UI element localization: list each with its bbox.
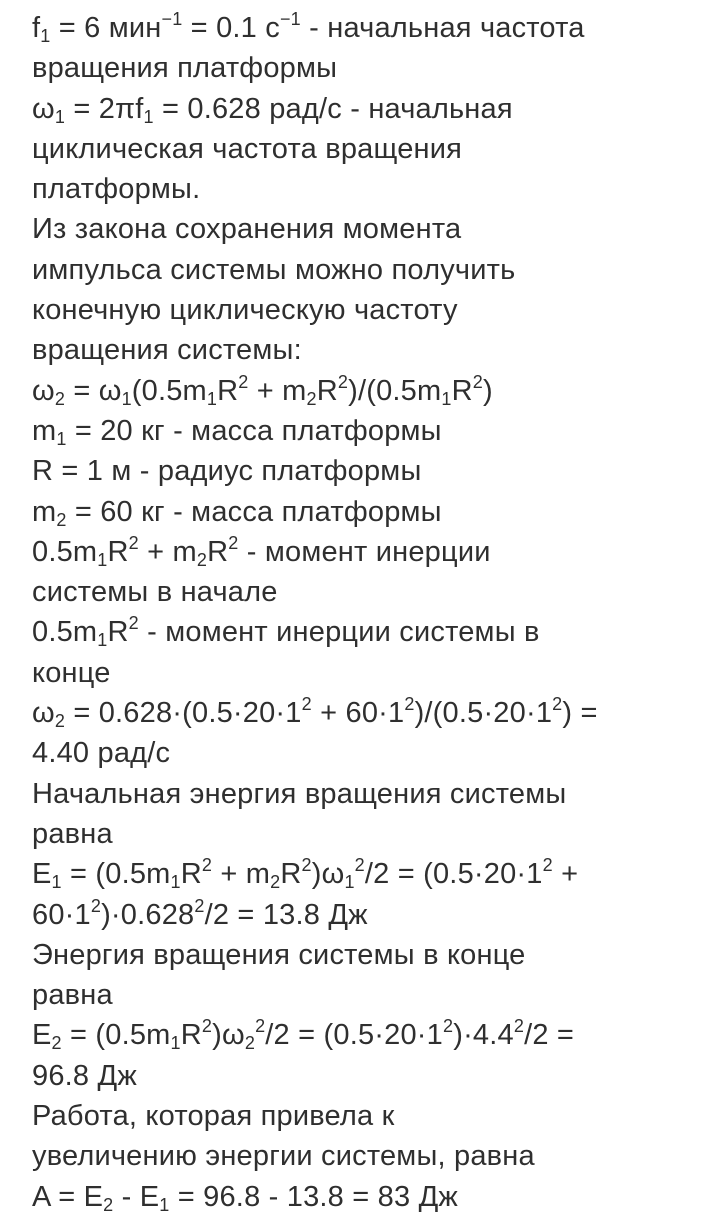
subscript: 1 xyxy=(159,1194,170,1215)
text-segment: R xyxy=(280,858,302,891)
text-segment: = 96.8 - 13.8 = 83 Дж xyxy=(169,1180,459,1213)
text-segment: /2 = (0.5·20·1 xyxy=(364,858,543,891)
text-line xyxy=(32,250,712,290)
superscript: 2 xyxy=(201,855,213,876)
text-segment: E xyxy=(32,858,52,891)
superscript: 2 xyxy=(194,895,205,916)
subscript: 1 xyxy=(56,428,67,449)
text-line xyxy=(32,693,712,733)
subscript: 1 xyxy=(97,630,108,651)
text-segment: R xyxy=(207,535,229,568)
subscript: 1 xyxy=(441,388,452,409)
text-segment: циклическая частота вращения xyxy=(32,132,463,165)
text-line xyxy=(32,814,712,854)
text-segment: /2 = xyxy=(524,1019,575,1052)
text-segment: = 0.628·(0.5·20·1 xyxy=(65,697,302,730)
superscript: 2 xyxy=(128,613,139,634)
text-segment: ) = xyxy=(562,697,598,730)
text-segment: Начальная энергия вращения системы xyxy=(32,777,567,810)
subscript: 2 xyxy=(244,1033,256,1054)
superscript: 2 xyxy=(354,855,365,876)
superscript: 2 xyxy=(513,1016,525,1037)
text-line xyxy=(32,8,712,48)
text-line xyxy=(32,330,712,370)
text-segment: R xyxy=(107,535,129,568)
text-segment: 60·1 xyxy=(32,898,91,931)
text-line xyxy=(32,129,712,169)
text-segment: /2 = (0.5·20·1 xyxy=(265,1019,443,1052)
text-segment: = 2πf xyxy=(65,92,144,125)
superscript: 2 xyxy=(472,371,483,392)
subscript: 1 xyxy=(54,106,66,127)
superscript: −1 xyxy=(161,9,183,29)
text-line xyxy=(32,653,712,693)
text-segment: Работа, которая привела к xyxy=(32,1100,395,1133)
text-segment: = 0.628 рад/с - начальная xyxy=(153,92,513,125)
text-line xyxy=(32,612,712,652)
text-line xyxy=(32,975,712,1015)
text-segment: )ω xyxy=(311,858,345,891)
text-segment: R xyxy=(107,616,129,649)
text-segment: m xyxy=(32,495,57,528)
text-segment: )·4.4 xyxy=(453,1019,514,1052)
text-segment: + xyxy=(552,858,579,891)
subscript: 1 xyxy=(121,388,132,409)
text-line xyxy=(32,89,712,129)
text-segment: ω xyxy=(32,697,55,730)
text-segment: - начальная частота xyxy=(300,12,585,44)
superscript: 2 xyxy=(201,1016,213,1037)
superscript: 2 xyxy=(404,694,415,715)
text-segment: (0.5m xyxy=(131,374,207,407)
text-segment: 96.8 Дж xyxy=(32,1059,137,1092)
text-segment: системы в начале xyxy=(32,576,278,609)
text-segment: + 60·1 xyxy=(311,697,405,730)
text-segment: + m xyxy=(248,374,307,407)
text-segment: импульса системы можно получить xyxy=(32,253,516,286)
text-segment: - момент инерции системы в xyxy=(138,616,540,649)
text-segment: 4.40 рад/с xyxy=(32,737,171,770)
text-line xyxy=(32,572,712,612)
subscript: 1 xyxy=(97,549,108,570)
subscript: 1 xyxy=(40,26,51,46)
text-segment: + m xyxy=(212,858,271,891)
text-segment: )·0.628 xyxy=(101,898,195,931)
text-segment: E xyxy=(32,1019,52,1052)
superscript: 2 xyxy=(542,855,553,876)
superscript: 2 xyxy=(337,371,349,392)
text-line xyxy=(32,169,712,209)
superscript: 2 xyxy=(552,694,563,715)
text-line xyxy=(32,774,712,814)
subscript: 1 xyxy=(170,1033,181,1054)
text-segment: = ω xyxy=(65,374,122,407)
text-segment: вращения системы: xyxy=(32,334,302,367)
text-segment: ω xyxy=(32,374,55,407)
superscript: −1 xyxy=(279,9,301,29)
text-line xyxy=(32,1015,712,1055)
text-segment: R = 1 м - радиус платформы xyxy=(32,455,422,488)
text-segment: = (0.5m xyxy=(61,858,171,891)
text-line xyxy=(32,1056,712,1096)
superscript: 2 xyxy=(301,855,312,876)
text-segment: платформы. xyxy=(32,173,201,206)
superscript: 2 xyxy=(228,532,239,553)
text-segment: ) xyxy=(482,374,493,407)
text-line xyxy=(32,209,712,249)
subscript: 2 xyxy=(270,872,281,893)
text-segment: Энергия вращения системы в конце xyxy=(32,938,526,971)
text-segment: )/(0.5·20·1 xyxy=(414,697,553,730)
text-segment: f xyxy=(32,12,41,44)
subscript: 1 xyxy=(143,106,154,127)
text-line xyxy=(32,935,712,975)
subscript: 1 xyxy=(206,388,218,409)
text-segment: R xyxy=(180,1019,202,1052)
text-segment: = 0.1 с xyxy=(182,12,280,44)
text-segment: R xyxy=(180,858,202,891)
text-line xyxy=(32,895,712,935)
subscript: 2 xyxy=(51,1033,62,1054)
text-segment: + m xyxy=(138,535,197,568)
subscript: 2 xyxy=(54,711,66,732)
subscript: 1 xyxy=(170,872,181,893)
subscript: 1 xyxy=(344,872,355,893)
text-segment: конечную циклическую частоту xyxy=(32,294,458,327)
superscript: 2 xyxy=(255,1016,266,1037)
text-segment: ω xyxy=(32,92,55,125)
text-line xyxy=(32,492,712,532)
text-segment: )ω xyxy=(212,1019,245,1052)
text-segment: - момент инерции xyxy=(238,535,491,568)
text-segment: - E xyxy=(113,1180,160,1213)
text-segment: Из закона сохранения момента xyxy=(32,213,462,246)
subscript: 2 xyxy=(103,1194,114,1215)
subscript: 2 xyxy=(196,549,208,570)
text-segment: 0.5m xyxy=(32,616,98,649)
subscript: 1 xyxy=(51,872,62,893)
text-segment: = (0.5m xyxy=(61,1019,171,1052)
text-segment: = 60 кг - масса платформы xyxy=(66,495,442,528)
superscript: 2 xyxy=(238,371,249,392)
text-segment: R xyxy=(217,374,239,407)
text-segment: = 6 мин xyxy=(50,12,162,44)
text-segment: вращения платформы xyxy=(32,52,338,85)
text-line xyxy=(32,532,712,572)
subscript: 2 xyxy=(306,388,317,409)
text-segment: конце xyxy=(32,656,111,689)
text-segment: увеличению энергии системы, равна xyxy=(32,1140,535,1173)
text-line xyxy=(32,371,712,411)
text-segment: m xyxy=(32,414,57,447)
text-line xyxy=(32,1136,712,1176)
text-segment: R xyxy=(451,374,473,407)
superscript: 2 xyxy=(128,532,139,553)
text-segment: 0.5m xyxy=(32,535,98,568)
text-line xyxy=(32,1177,712,1217)
text-line xyxy=(32,1096,712,1136)
subscript: 2 xyxy=(56,509,67,530)
superscript: 2 xyxy=(90,895,102,916)
text-line xyxy=(32,733,712,773)
superscript: 2 xyxy=(443,1016,454,1037)
text-line xyxy=(32,411,712,451)
superscript: 2 xyxy=(301,694,312,715)
text-line xyxy=(32,854,712,894)
solution-text xyxy=(32,8,712,1217)
text-segment: = 20 кг - масса платформы xyxy=(66,414,442,447)
text-line xyxy=(32,451,712,491)
text-segment: R xyxy=(316,374,338,407)
subscript: 2 xyxy=(54,388,66,409)
text-line xyxy=(32,48,712,88)
text-line xyxy=(32,290,712,330)
text-segment: равна xyxy=(32,817,113,850)
text-segment: /2 = 13.8 Дж xyxy=(204,898,368,931)
text-segment: )/(0.5m xyxy=(348,374,442,407)
text-segment: A = E xyxy=(32,1180,104,1213)
text-segment: равна xyxy=(32,979,113,1012)
